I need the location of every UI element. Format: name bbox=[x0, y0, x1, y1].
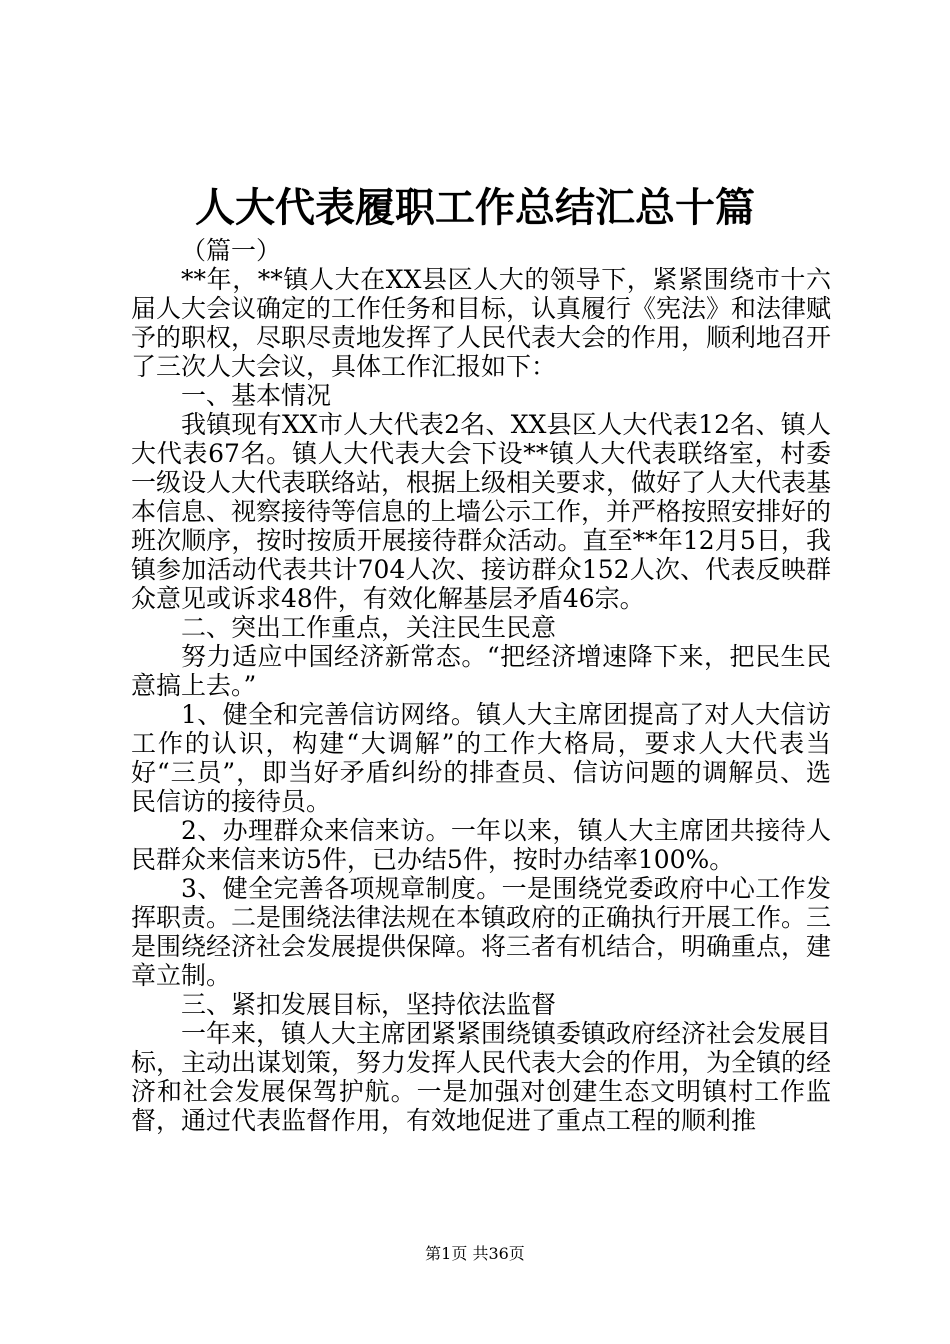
page-number-footer: 第1页 共36页 bbox=[425, 1244, 525, 1263]
supervision-paragraph: 一年来，镇人大主席团紧紧围绕镇委镇政府经济社会发展目标，主动出谋划策，努力发挥人民代表大会的作用，为全镇的经济和社会发展保驾护航。一是加强对创建生态文明镇村工作监督，通过代表监督作用，有效地促进了重点工程的顺利推 bbox=[131, 1019, 832, 1135]
focus-paragraph: 努力适应中国经济新常态。“把经济增速降下来，把民生民意搞上去。” bbox=[131, 642, 831, 700]
document-title: 人大代表履职工作总结汇总十篇 bbox=[195, 184, 755, 231]
section-heading-supervision: 三、紧扣发展目标，坚持依法监督 bbox=[181, 990, 557, 1019]
item-petition-network: 1、健全和完善信访网络。镇人大主席团提高了对人大信访工作的认识，构建“大调解”的工作大格局，要求人大代表当好“三员”，即当好矛盾纠纷的排查员、信访问题的调解员、选民信访的接待员。 bbox=[131, 700, 831, 816]
section-heading-basic: 一、基本情况 bbox=[181, 381, 332, 410]
document-body bbox=[131, 236, 831, 1135]
section-heading-focus: 二、突出工作重点，关注民生民意 bbox=[181, 613, 557, 642]
item-letters-visits: 2、办理群众来信来访。一年以来，镇人大主席团共接待人民群众来信来访5件，已办结5件，按时办结率100%。 bbox=[131, 816, 831, 874]
intro-paragraph: **年，**镇人大在XX县区人大的领导下，紧紧围绕市十六届人大会议确定的工作任务和目标，认真履行《宪法》和法律赋予的职权，尽职尽责地发挥了人民代表大会的作用，顺利地召开了三次人大会议，具体工作汇报如下： bbox=[131, 265, 832, 381]
part-heading: （篇一） bbox=[181, 236, 282, 265]
basic-situation-paragraph: 我镇现有XX市人大代表2名、XX县区人大代表12名、镇人大代表67名。镇人大代表大会下设**镇人大代表联络室，村委一级设人大代表联络站，根据上级相关要求，做好了人大代表基本信息、视察接待等信息的上墙公示工作，并严格按照安排好的班次顺序，按时按质开展接待群众活动。直至**年12月5日，我镇参加活动代表共计704人次、接访群众152人次、代表反映群众意见或诉求48件，有效化解基层矛盾46宗。 bbox=[131, 410, 832, 613]
item-rules-systems: 3、健全完善各项规章制度。一是围绕党委政府中心工作发挥职责。二是围绕法律法规在本镇政府的正确执行开展工作。三是围绕经济社会发展提供保障。将三者有机结合，明确重点，建章立制。 bbox=[131, 874, 832, 990]
